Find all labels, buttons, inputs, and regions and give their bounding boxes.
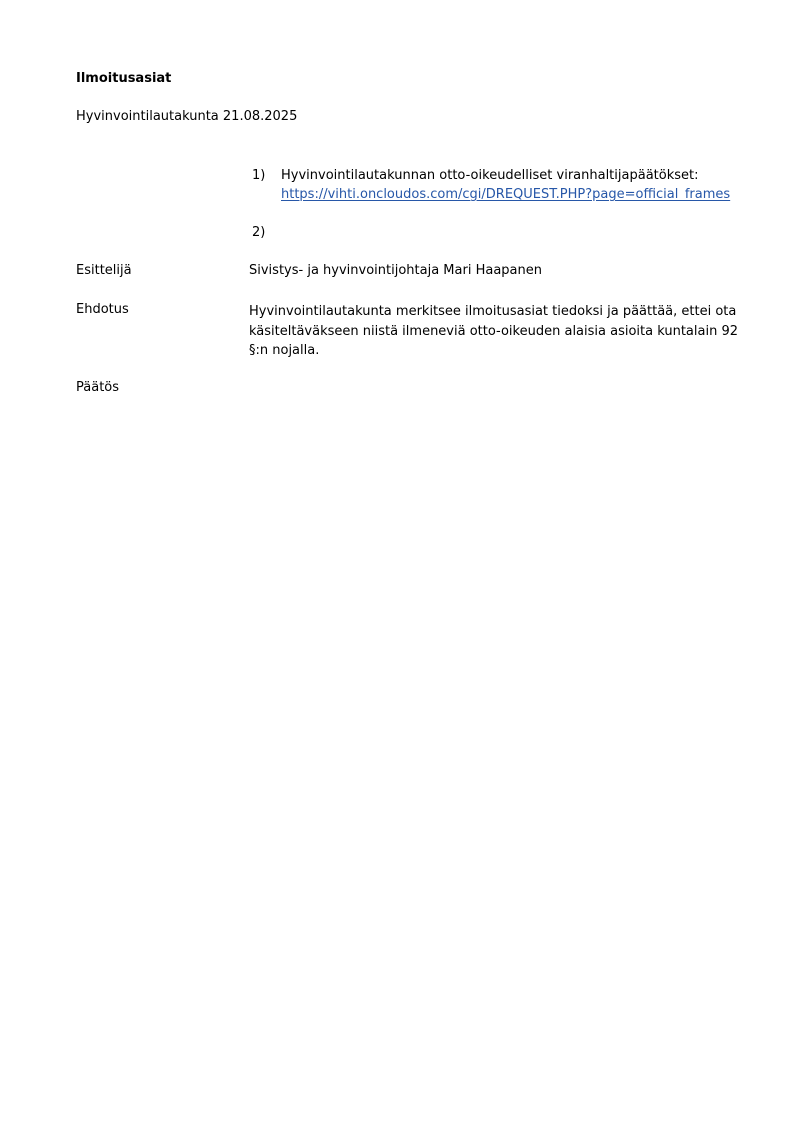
item-1-link[interactable]: https://vihti.oncloudos.com/cgi/DREQUEST.PHP?page=official_frames bbox=[281, 187, 731, 202]
paatos-label: Päätös bbox=[76, 380, 120, 395]
esittelija-label: Esittelijä bbox=[76, 263, 132, 278]
esittelija-value: Sivistys- ja hyvinvointijohtaja Mari Haapanen bbox=[249, 263, 542, 278]
ehdotus-line: §:n nojalla. bbox=[249, 343, 320, 358]
item-2-number: 2) bbox=[252, 225, 266, 240]
item-1-number: 1) bbox=[252, 168, 266, 183]
ehdotus-label: Ehdotus bbox=[76, 302, 129, 317]
ehdotus-line: Hyvinvointilautakunta merkitsee ilmoitusasiat tiedoksi ja päättää, ettei ota bbox=[249, 304, 737, 319]
document-title: Ilmoitusasiat bbox=[76, 71, 172, 86]
ehdotus-line: käsiteltäväkseen niistä ilmeneviä otto-oikeuden alaisia asioita kuntalain 92 bbox=[249, 323, 738, 339]
meeting-info: Hyvinvointilautakunta 21.08.2025 bbox=[76, 109, 298, 124]
ehdotus-text bbox=[249, 302, 737, 361]
item-1-text: Hyvinvointilautakunnan otto-oikeudelliset viranhaltijapäätökset: bbox=[281, 168, 699, 183]
